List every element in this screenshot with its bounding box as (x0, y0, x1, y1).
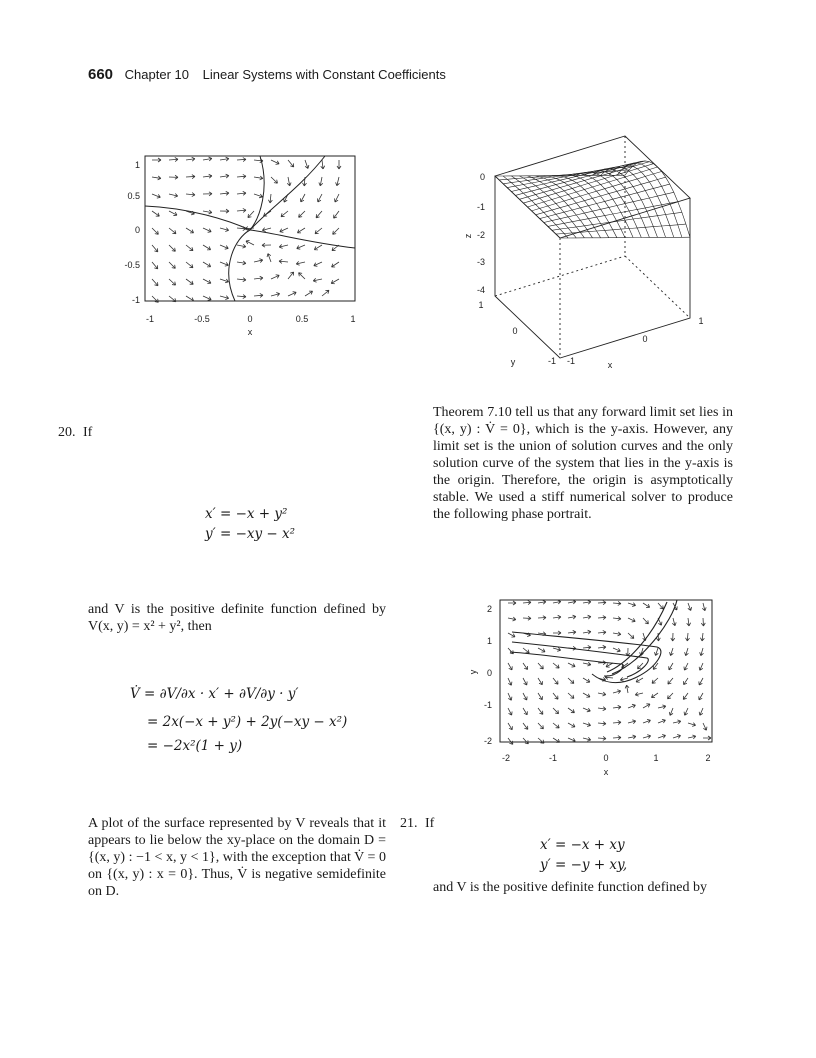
direction-arrow (523, 648, 529, 653)
z-tick: -4 (476, 285, 485, 295)
x-tick: 0 (642, 334, 648, 344)
direction-arrow (583, 615, 591, 619)
direction-arrow (169, 211, 177, 216)
direction-arrow (322, 290, 329, 296)
vdot-line-1: ∂V/∂x · x′ + ∂V/∂y · y′ (159, 686, 299, 702)
direction-arrow (321, 160, 325, 169)
direction-arrow (203, 262, 211, 267)
direction-arrow (297, 228, 305, 233)
direction-arrow (299, 211, 305, 217)
direction-arrow (186, 228, 194, 233)
x-tick: 1 (653, 753, 659, 763)
z-tick: -1 (476, 202, 485, 212)
direction-arrow (583, 645, 591, 649)
y-tick: 2 (486, 604, 492, 614)
direction-arrow (553, 600, 561, 604)
direction-arrow (625, 685, 629, 693)
direction-arrow (523, 601, 531, 605)
direction-arrow (628, 603, 636, 607)
direction-arrow (268, 194, 272, 203)
direction-arrow (262, 243, 271, 247)
direction-arrow (508, 693, 512, 700)
direction-arrow (553, 663, 559, 668)
equation-x-prime: x′ = −x + xy (540, 837, 625, 853)
direction-arrow (203, 210, 212, 214)
direction-arrow (568, 630, 576, 634)
direction-arrow (305, 160, 309, 168)
direction-arrow (658, 705, 666, 709)
direction-arrow (333, 228, 339, 234)
direction-arrow (314, 245, 322, 250)
mesh-line (540, 184, 670, 219)
direction-arrow (152, 262, 158, 269)
direction-arrow (254, 259, 263, 263)
z-tick: -3 (476, 257, 485, 267)
direction-arrow (186, 296, 194, 301)
mesh-line (617, 163, 682, 237)
direction-arrow (169, 193, 178, 197)
direction-arrow (288, 272, 294, 279)
direction-arrow (186, 245, 193, 251)
direction-arrow (237, 174, 246, 178)
direction-arrow (702, 603, 706, 611)
z-tick: 0 (479, 172, 485, 182)
direction-arrow (613, 648, 620, 652)
y-axis-label: y (468, 669, 478, 675)
direction-arrow (688, 723, 696, 727)
direction-arrow (688, 735, 696, 739)
direction-arrow (643, 719, 651, 723)
direction-arrow (152, 176, 161, 180)
direction-arrow (668, 678, 673, 684)
direction-arrow (643, 704, 650, 708)
direction-arrow (699, 708, 703, 715)
direction-arrow (688, 603, 692, 611)
x-tick: -0.5 (194, 314, 210, 324)
direction-arrow (523, 723, 528, 729)
direction-arrow (684, 663, 688, 670)
vdot-line-3: = −2x²(1 + y) (147, 738, 243, 754)
direction-arrow (169, 175, 178, 179)
direction-arrow (538, 616, 546, 620)
direction-arrow (669, 708, 673, 715)
direction-arrow (152, 211, 159, 216)
direction-arrow (254, 176, 263, 180)
x-tick: 1 (698, 316, 704, 326)
direction-arrow (203, 245, 211, 250)
direction-arrow (653, 663, 658, 669)
direction-arrow (169, 245, 175, 251)
direction-arrow (668, 693, 673, 699)
direction-arrow (508, 708, 512, 715)
direction-arrow (683, 693, 688, 699)
y-tick: 0.5 (127, 191, 140, 201)
direction-arrow (613, 632, 621, 636)
direction-arrow (296, 261, 305, 265)
direction-arrow (598, 692, 606, 696)
chapter-title: Linear Systems with Constant Coefficients (202, 67, 446, 82)
direction-arrow (652, 678, 658, 683)
direction-arrow (220, 191, 229, 195)
direction-arrow (538, 693, 542, 700)
direction-arrow (643, 735, 651, 739)
direction-arrow (672, 618, 676, 626)
y-tick: 0 (486, 668, 492, 678)
direction-arrow (628, 633, 634, 638)
direction-arrow (169, 228, 176, 234)
direction-arrow (658, 734, 666, 738)
x-tick: -1 (548, 753, 558, 763)
y-tick: 1 (478, 300, 484, 310)
direction-arrow (237, 191, 246, 195)
direction-arrow (699, 663, 703, 670)
direction-arrow (220, 157, 229, 161)
direction-arrow (583, 630, 591, 634)
direction-arrow (186, 193, 195, 197)
direction-arrow (332, 262, 339, 267)
direction-arrow (583, 723, 591, 727)
direction-arrow (288, 160, 294, 167)
problem-20-number: 20. If (58, 425, 93, 440)
direction-arrow (186, 157, 195, 161)
theorem-text: Theorem 7.10 tell us that any forward limit set lies in {(x, y) : V̇ = 0}, which is the y-axis. However, any limit set is the union of solution curves and the only solution curve of the system that lies in the y-axis is the origin. Therefore, the origin is asymptotically stable. We used a stiff numerical solver to produce the following phase portrait. (433, 405, 733, 522)
direction-arrow (237, 158, 246, 162)
direction-arrow (317, 194, 322, 202)
direction-arrow (628, 618, 635, 622)
definition-text-21: and V is the positive definite function defined by (433, 880, 707, 895)
direction-arrow (673, 735, 681, 739)
surface-plot (455, 128, 725, 380)
direction-arrow (248, 211, 254, 218)
direction-arrow (538, 663, 543, 669)
direction-arrow (670, 648, 674, 656)
direction-arrow (246, 240, 254, 245)
direction-arrow (568, 723, 575, 727)
direction-arrow (703, 723, 707, 730)
y-tick: 1 (486, 636, 492, 646)
direction-arrow (152, 228, 158, 234)
vdot-derivation (130, 684, 347, 756)
direction-arrow (553, 693, 558, 699)
definition-text: and V is the positive definite function defined by V(x, y) = x² + y², then (88, 602, 386, 634)
direction-arrow (583, 708, 590, 712)
direction-arrow (152, 194, 160, 198)
vdot-line-2: = 2x(−x + y²) + 2y(−xy − x²) (147, 714, 348, 730)
direction-arrow (613, 705, 621, 709)
direction-arrow (686, 633, 690, 641)
direction-arrow (297, 245, 305, 249)
direction-arrow (299, 273, 305, 279)
direction-arrow (271, 275, 279, 279)
direction-arrow (553, 615, 561, 619)
direction-arrow (281, 211, 288, 217)
direction-arrow (598, 645, 606, 649)
direction-arrow (203, 174, 212, 178)
x-tick: 1 (350, 314, 356, 324)
direction-arrow (237, 295, 246, 299)
system-equations-20 (205, 504, 295, 544)
direction-arrow (152, 279, 158, 286)
direction-arrow (598, 722, 606, 726)
direction-arrow (262, 228, 271, 232)
direction-arrow (267, 254, 271, 262)
direction-arrow (169, 279, 176, 285)
direction-arrow (186, 175, 195, 179)
direction-arrow (203, 296, 211, 300)
direction-arrow (598, 601, 606, 605)
vdot-lhs: V̇ = (130, 686, 156, 702)
phase-portrait-2 (452, 592, 732, 787)
direction-arrow (271, 160, 279, 164)
direction-arrow (669, 663, 673, 670)
direction-arrow (671, 633, 675, 641)
mesh-line (503, 176, 568, 238)
direction-arrow (280, 228, 288, 232)
x-axis-label: x (607, 360, 613, 370)
direction-arrow (583, 693, 590, 697)
direction-arrow (220, 228, 229, 232)
direction-arrow (643, 603, 650, 607)
direction-arrow (203, 192, 212, 196)
direction-arrow (287, 177, 291, 186)
direction-arrow (305, 291, 313, 296)
direction-arrow (313, 278, 322, 282)
x-axis-label: x (603, 767, 609, 777)
direction-arrow (336, 177, 340, 186)
page-number: 660 (88, 66, 114, 83)
direction-arrow (538, 600, 546, 604)
direction-arrow (169, 262, 175, 268)
direction-arrow (613, 617, 621, 621)
direction-arrow (203, 228, 211, 232)
direction-arrow (523, 738, 528, 744)
y-tick: -1 (131, 295, 140, 305)
direction-arrow (254, 194, 263, 198)
direction-arrow (538, 723, 543, 729)
bounding-box (495, 136, 690, 358)
x-tick: -1 (566, 356, 576, 366)
direction-arrow (220, 174, 229, 178)
direction-arrow (152, 245, 158, 252)
direction-arrow (334, 211, 339, 218)
direction-arrow (700, 648, 704, 656)
mesh-line (625, 161, 690, 237)
direction-arrow (583, 737, 591, 741)
direction-arrow (523, 693, 527, 700)
mesh-line (519, 176, 584, 238)
direction-arrow (598, 736, 606, 740)
direction-arrow (508, 723, 512, 730)
direction-arrow (628, 720, 636, 724)
direction-arrow (220, 279, 229, 283)
direction-arrow (699, 678, 703, 685)
direction-arrow (684, 708, 688, 715)
running-header (88, 66, 446, 83)
direction-arrow (658, 719, 665, 723)
direction-arrow (583, 662, 591, 666)
direction-arrow (613, 721, 621, 725)
equation-y-prime: y′ = −xy − x² (205, 526, 296, 542)
z-tick: -2 (476, 230, 485, 240)
y-tick: 1 (134, 160, 140, 170)
x-tick: -1 (145, 314, 155, 324)
direction-arrow (279, 259, 288, 263)
direction-arrow (568, 738, 575, 742)
direction-arrow (508, 663, 512, 670)
z-axis-label: z (463, 233, 473, 239)
direction-arrow (220, 296, 229, 300)
direction-arrow (237, 208, 246, 212)
direction-arrow (254, 293, 263, 297)
problem-21-number: 21. If (400, 816, 435, 831)
direction-arrow (568, 600, 576, 604)
mesh-line (609, 165, 674, 237)
direction-arrow (553, 631, 561, 635)
chapter-label: Chapter 10 (124, 67, 189, 82)
mesh-line (544, 192, 674, 222)
x-tick: -2 (501, 753, 511, 763)
equation-x-prime: x′ = −x + y² (205, 506, 288, 522)
y-tick: -0.5 (124, 260, 140, 270)
direction-arrow (523, 708, 527, 715)
direction-arrow (319, 177, 323, 186)
direction-arrow (553, 723, 559, 728)
direction-arrow (279, 244, 288, 248)
direction-arrow (613, 601, 621, 605)
direction-arrow (237, 244, 246, 248)
direction-arrow (186, 262, 193, 268)
direction-arrow (538, 708, 543, 714)
direction-arrow (152, 158, 161, 162)
direction-arrow (703, 736, 711, 740)
direction-arrow (508, 738, 513, 744)
x-tick: 2 (705, 753, 711, 763)
direction-arrow (553, 647, 561, 651)
conclusion-text: A plot of the surface represented by V reveals that it appears to lie below the xy-place on the domain D = {(x, y) : −1 < x, y < 1}, with the exception that V̇ = 0 on {(x, y) : x = 0}. Thus, V̇ is negative semidefinite on D. (88, 816, 386, 899)
phase-portrait-1 (110, 148, 370, 343)
direction-arrow (613, 736, 621, 740)
direction-arrow (636, 678, 643, 682)
direction-arrow (598, 616, 606, 620)
direction-arrow (315, 228, 322, 234)
direction-arrow (237, 278, 246, 282)
direction-arrow (628, 735, 636, 739)
direction-arrow (635, 692, 643, 696)
direction-arrow (220, 209, 229, 213)
direction-arrow (701, 618, 705, 626)
direction-arrow (553, 678, 558, 684)
direction-arrow (568, 693, 574, 698)
direction-arrow (314, 262, 322, 266)
direction-arrow (523, 678, 527, 685)
direction-arrow (684, 678, 688, 685)
direction-arrow (203, 157, 212, 161)
direction-arrow (687, 618, 691, 626)
direction-arrow (700, 633, 704, 641)
mesh-line (560, 237, 690, 238)
direction-arrow (583, 600, 591, 604)
direction-arrow (598, 707, 606, 711)
y-tick: 0 (134, 225, 140, 235)
direction-arrow (538, 678, 542, 685)
direction-arrow (568, 708, 574, 713)
direction-arrow (628, 704, 635, 708)
direction-arrow (699, 693, 703, 700)
direction-arrow (568, 615, 576, 619)
direction-arrow (655, 648, 659, 656)
x-tick: 0.5 (295, 314, 309, 324)
direction-arrow (553, 708, 559, 714)
direction-arrow (651, 693, 658, 698)
y-tick: -1 (547, 356, 557, 366)
system-equations-21 (540, 835, 627, 875)
direction-arrow (598, 630, 606, 634)
y-tick: 0 (512, 326, 518, 336)
direction-arrow (508, 633, 515, 637)
direction-arrow (271, 177, 277, 183)
direction-arrow (331, 279, 339, 284)
direction-arrow (237, 261, 246, 265)
direction-arrow (220, 262, 228, 266)
direction-arrow (220, 245, 228, 249)
y-tick: -1 (483, 700, 492, 710)
y-axis-label: y (510, 357, 516, 367)
direction-arrow (169, 158, 178, 162)
direction-arrow (300, 194, 305, 202)
direction-arrow (523, 663, 528, 670)
direction-arrow (643, 618, 648, 624)
direction-arrow (508, 601, 516, 605)
direction-arrow (658, 603, 663, 609)
direction-arrow (523, 616, 531, 620)
x-axis-label: x (247, 327, 253, 337)
direction-arrow (583, 678, 590, 682)
x-tick: 0 (603, 753, 609, 763)
direction-arrow (508, 617, 516, 621)
equation-y-prime: y′ = −y + xy, (540, 857, 628, 873)
direction-arrow (568, 663, 575, 667)
direction-arrow (508, 648, 513, 654)
y-tick: -2 (483, 736, 492, 746)
x-tick: 0 (247, 314, 253, 324)
direction-arrow (685, 648, 689, 656)
direction-arrow (337, 160, 341, 169)
direction-arrow (186, 279, 193, 284)
direction-arrow (335, 194, 339, 202)
direction-arrow (568, 678, 574, 683)
direction-arrow (288, 292, 296, 296)
direction-arrow (316, 211, 322, 218)
direction-arrow (673, 720, 681, 724)
direction-arrow (508, 678, 512, 685)
direction-arrow (613, 690, 621, 694)
direction-arrow (271, 292, 280, 296)
direction-arrow (254, 276, 263, 280)
direction-arrow (538, 648, 545, 652)
direction-arrow (203, 279, 211, 284)
